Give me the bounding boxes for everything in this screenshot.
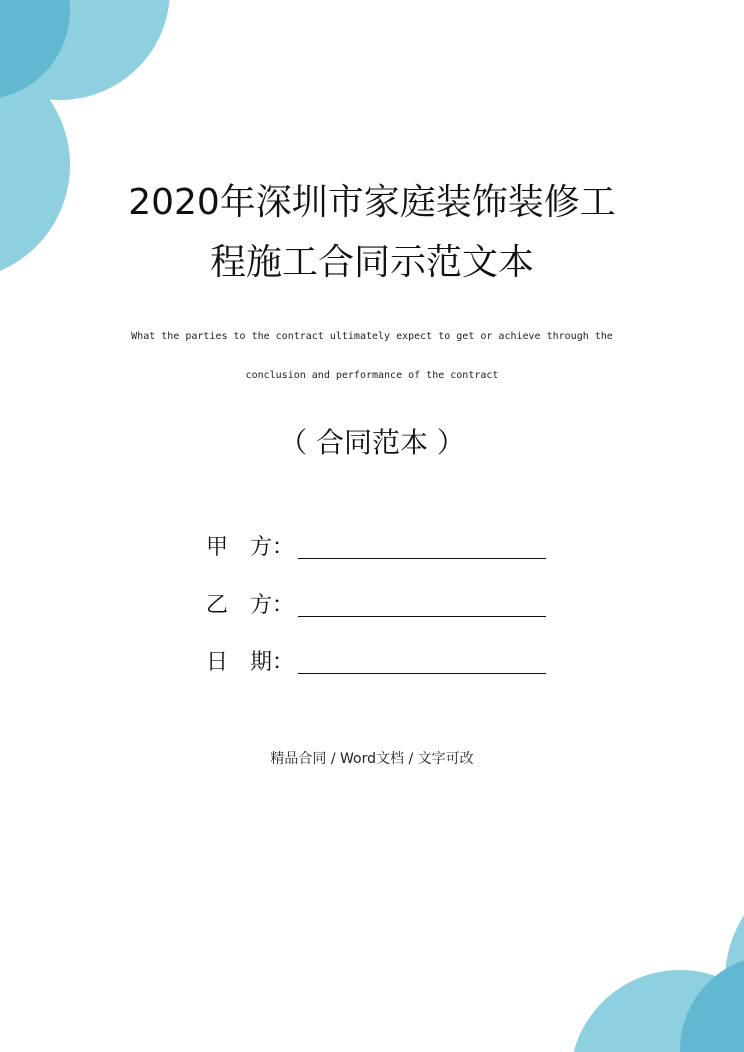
party-b-label: 乙 方： bbox=[206, 593, 295, 618]
party-a-label: 甲 方： bbox=[206, 535, 295, 560]
date-row bbox=[206, 645, 546, 677]
footer-note: 精品合同 / Word文档 / 文字可改 bbox=[270, 751, 474, 767]
date-label: 日 期： bbox=[206, 650, 295, 675]
party-b-blank-line bbox=[298, 612, 546, 617]
party-b-row bbox=[206, 588, 546, 620]
contract-template-heading: （ 合同范本 ） bbox=[279, 426, 465, 459]
party-a-blank-line bbox=[298, 554, 546, 559]
party-a-row bbox=[206, 530, 546, 562]
date-blank-line bbox=[298, 669, 546, 674]
bottom-right-decoration bbox=[570, 860, 744, 1052]
top-left-decoration bbox=[0, 0, 170, 280]
english-subtitle-line-1: What the parties to the contract ultimately expect to get or achieve through the bbox=[131, 331, 613, 342]
document-title-line-1: 2020年深圳市家庭装饰装修工 bbox=[128, 182, 616, 223]
document-title-line-2: 程施工合同示范文本 bbox=[209, 242, 534, 283]
english-subtitle-line-2: conclusion and performance of the contract bbox=[245, 370, 499, 381]
